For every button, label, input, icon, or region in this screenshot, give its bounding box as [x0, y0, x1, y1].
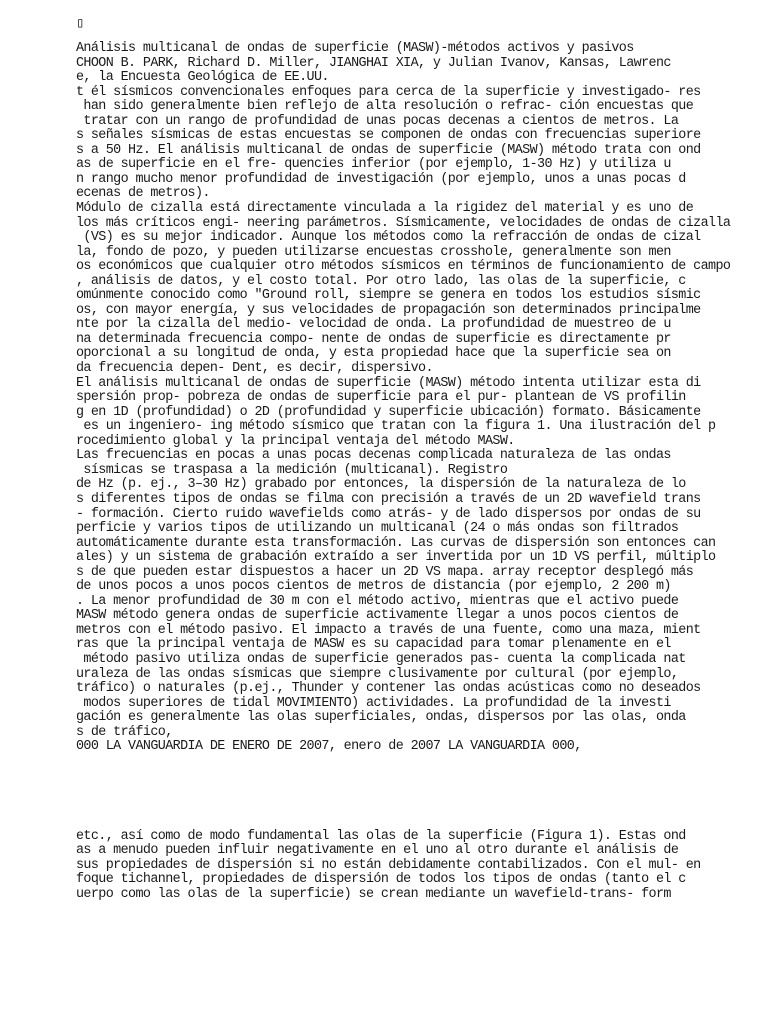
- text-line: ras que la principal ventaja de MASW es su capacidad para tomar plenamente en el: [76, 637, 671, 653]
- text-line: han sido generalmente bien reflejo de alta resolución o refrac- ción encuestas que: [76, 99, 694, 115]
- text-line: t él sísmicos convencionales enfoques para cerca de la superficie y investigado- res: [76, 84, 701, 100]
- text-line: nte por la cizalla del medio- velocidad de onda. La profundidad de muestreo de u: [76, 317, 671, 333]
- text-line: de unos pocos a unos pocos cientos de metros de distancia (por ejemplo, 2 200 m): [76, 579, 671, 595]
- text-line: Módulo de cizalla está directamente vinculada a la rigidez del material y es uno de: [76, 201, 694, 217]
- text-line: (VS) es su mejor indicador. Aunque los métodos como la refracción de ondas de cizal: [76, 230, 701, 246]
- text-line: sus propiedades de dispersión si no están debidamente contabilizados. Con el mul- en: [76, 857, 701, 873]
- text-block-continued: [76, 830, 766, 903]
- text-line: Las frecuencias en pocas a unas pocas decenas complicada naturaleza de las ondas: [76, 448, 671, 464]
- text-line: Análisis multicanal de ondas de superficie (MASW)-métodos activos y pasivos: [76, 41, 634, 56]
- text-line: uerpo como las olas de la superficie) se crean mediante un wavefield-trans- form: [76, 886, 671, 902]
- text-line: s señales sísmicas de estas encuestas se componen de ondas con frecuencias superiore: [76, 128, 701, 144]
- text-line: g en 1D (profundidad) o 2D (profundidad y superficie ubicación) formato. Básicamente: [76, 404, 701, 420]
- page-gap: [76, 755, 766, 830]
- text-line: de Hz (p. ej., 3–30 Hz) grabado por entonces, la dispersión de la naturaleza de lo: [76, 477, 686, 493]
- text-line: . La menor profundidad de 30 m con el método activo, mientras que el activo puede: [76, 593, 679, 609]
- text-line: 000 LA VANGUARDIA DE ENERO DE 2007, enero de 2007 LA VANGUARDIA 000,: [76, 739, 582, 755]
- text-line: método pasivo utiliza ondas de superficie generados pas- cuenta la complicada nat: [76, 651, 686, 667]
- text-line: automáticamente durante esta transformación. Las curvas de dispersión son entonces can: [76, 535, 716, 551]
- text-line: uraleza de las ondas sísmicas que siempre clusivamente por cultural (por ejemplo,: [76, 666, 679, 682]
- text-line: os económicos que cualquier otro métodos sísmicos en términos de funcionamiento de campo: [76, 259, 731, 275]
- document-page: [76, 12, 766, 903]
- text-line: s de que pueden estar dispuestos a hacer un 2D VS mapa. array receptor desplegó más: [76, 564, 694, 580]
- text-line: , análisis de datos, y el costo total. Por otro lado, las olas de la superficie, c: [76, 273, 686, 289]
- text-line: CHOON B. PARK, Richard D. Miller, JIANGHAI XIA, y Julian Ivanov, Kansas, Lawrenc: [76, 55, 671, 71]
- text-line: spersión prop- pobreza de ondas de superficie para el pur- plantean de VS profilin: [76, 390, 686, 406]
- text-line: rocedimiento global y la principal ventaja del método MASW.: [76, 433, 515, 449]
- missing-glyph-icon: ▯: [76, 15, 85, 31]
- text-line: etc., así como de modo fundamental las olas de la superficie (Figura 1). Estas ond: [76, 828, 686, 844]
- text-line: modos superiores de tidal MOVIMIENTO) actividades. La profundidad de la investi: [76, 695, 671, 711]
- text-line: MASW método genera ondas de superficie activamente llegar a unos pocos cientos de: [76, 608, 679, 624]
- text-line: s a 50 Hz. El análisis multicanal de ondas de superficie (MASW) método trata con ond: [76, 142, 701, 158]
- text-line: na determinada frecuencia compo- nente de ondas de superficie es directamente pr: [76, 331, 671, 347]
- text-line: as de superficie en el fre- quencies inferior (por ejemplo, 1-30 Hz) y utiliza u: [76, 157, 671, 173]
- text-line: - formación. Cierto ruido wavefields como atrás- y de lado dispersos por ondas de su: [76, 506, 701, 522]
- text-line: El análisis multicanal de ondas de superficie (MASW) método intenta utilizar esta di: [76, 375, 701, 391]
- text-block-main: [76, 42, 766, 755]
- text-line: tratar con un rango de profundidad de unas pocas decenas a cientos de metros. La: [76, 113, 679, 129]
- text-line: ecenas de metros).: [76, 186, 210, 202]
- text-line: los más críticos engi- neering parámetros. Sísmicamente, velocidades de ondas de cizalla: [76, 215, 731, 231]
- text-line: omúnmente conocido como "Ground roll, siempre se genera en todos los estudios sísmic: [76, 288, 701, 304]
- text-line: sísmicas se traspasa a la medición (multicanal). Registro: [76, 462, 508, 478]
- text-line: es un ingeniero- ing método sísmico que tratan con la figura 1. Una ilustración del p: [76, 419, 716, 435]
- text-line: tráfico) o naturales (p.ej., Thunder y contener las ondas acústicas como no deseados: [76, 681, 701, 697]
- text-line: s diferentes tipos de ondas se filma con precisión a través de un 2D wavefield trans: [76, 491, 701, 507]
- text-line: n rango mucho menor profundidad de investigación (por ejemplo, unos a unas pocas d: [76, 171, 686, 187]
- text-line: perficie y varios tipos de utilizando un multicanal (24 o más ondas son filtrados: [76, 521, 679, 537]
- text-line: oporcional a su longitud de onda, y esta propiedad hace que la superficie sea on: [76, 346, 671, 362]
- text-line: e, la Encuesta Geológica de EE.UU.: [76, 70, 329, 86]
- text-line: ales) y un sistema de grabación extraído a ser invertida por un 1D VS perfil, múltiplo: [76, 550, 716, 566]
- text-line: gación es generalmente las olas superficiales, ondas, dispersos por las olas, onda: [76, 710, 686, 726]
- text-line: s de tráfico,: [76, 724, 173, 740]
- text-line: foque tichannel, propiedades de dispersión de todos los tipos de ondas (tanto el c: [76, 872, 686, 888]
- text-line: os, con mayor energía, y sus velocidades de propagación son determinados principalme: [76, 302, 701, 318]
- text-line: da frecuencia depen- Dent, es decir, dispersivo.: [76, 361, 433, 377]
- text-line: la, fondo de pozo, y pueden utilizarse encuestas crosshole, generalmente son men: [76, 244, 671, 260]
- text-line: metros con el método pasivo. El impacto a través de una fuente, como una maza, mient: [76, 622, 701, 638]
- text-line: as a menudo pueden influir negativamente en el uno al otro durante el análisis de: [76, 843, 679, 859]
